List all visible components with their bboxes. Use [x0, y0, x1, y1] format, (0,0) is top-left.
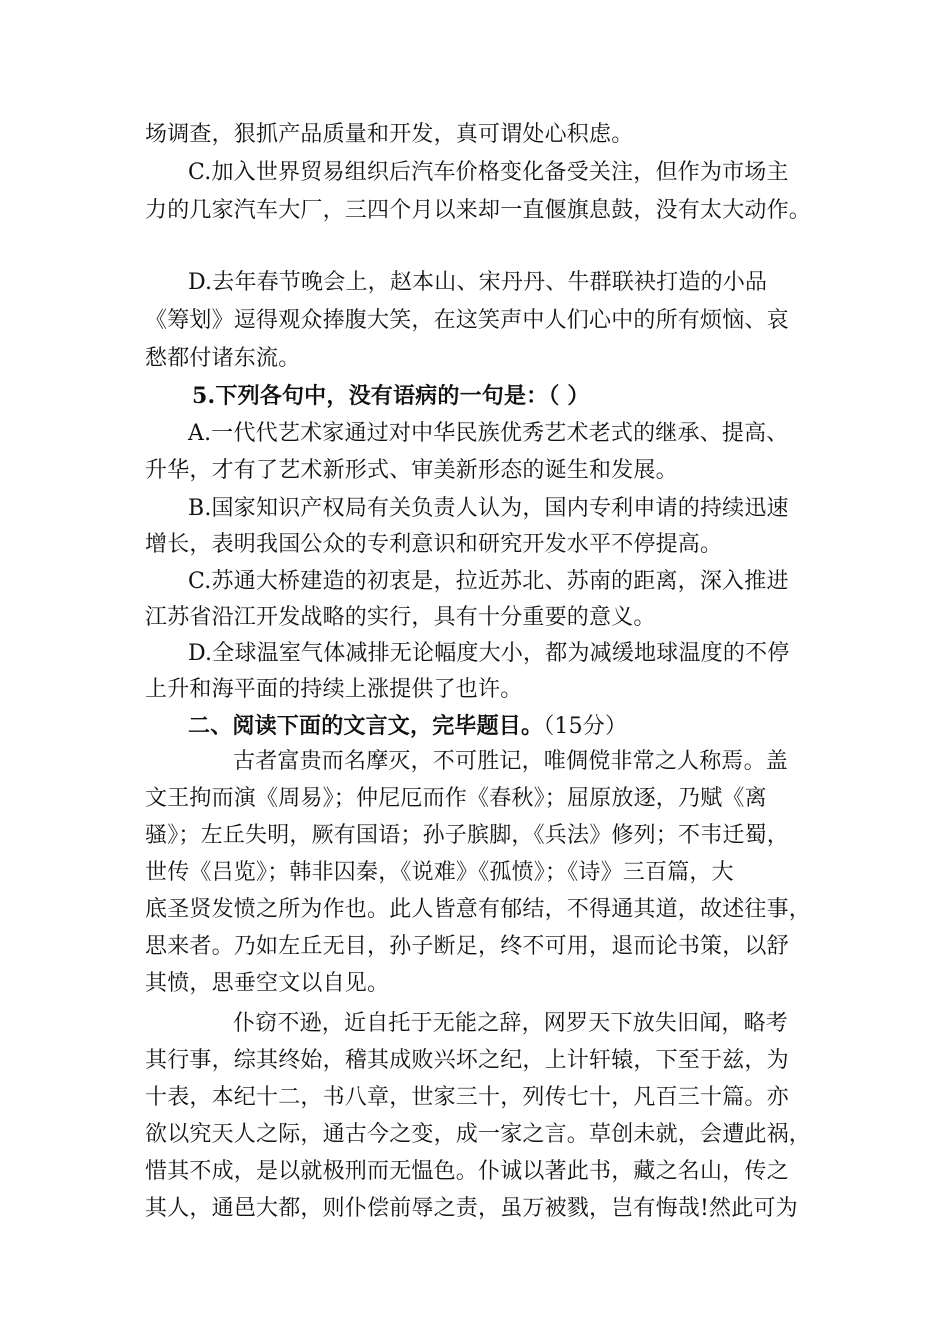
- text-line: 力的几家汽车大厂，三四个月以来却一直偃旗息鼓，没有太大动作。: [145, 198, 812, 223]
- text-line: 增长，表明我国公众的专利意识和研究开发水平不停提高。: [145, 532, 723, 557]
- passage-line: 骚》；左丘失明，厥有国语；孙子膑脚，《兵法》修列；不韦迁蜀，: [145, 823, 790, 848]
- option-c-line: C.加入世界贸易组织后汽车价格变化备受关注，但作为市场主: [188, 160, 789, 185]
- passage-line: 底圣贤发愤之所为作也。此人皆意有郁结，不得通其道，故述往事，: [145, 897, 812, 922]
- option-a-line: A.一代代艺术家通过对中华民族优秀艺术老式的继承、提高、: [188, 421, 789, 446]
- passage-line: 思来者。乃如左丘无目，孙子断足，终不可用，退而论书策，以舒: [145, 934, 789, 959]
- text-line: 江苏省沿江开发战略的实行，具有十分重要的意义。: [145, 605, 656, 630]
- section-2-title: 二、阅读下面的文言文，完毕题目。: [188, 713, 544, 739]
- option-d-line: D.全球温室气体减排无论幅度大小，都为减缓地球温度的不停: [188, 641, 790, 666]
- question-5-heading: 5.下列各句中，没有语病的一句是：（ ）: [192, 383, 590, 409]
- passage-line: 欲以究天人之际，通古今之变，成一家之言。草创未就，会遭此祸，: [145, 1122, 812, 1147]
- passage-line: 其愤，思垂空文以自见。: [145, 971, 390, 996]
- section-2-score: （15分）: [543, 714, 628, 739]
- text-line: 愁都付诸东流。: [145, 346, 301, 371]
- text-line: 上升和海平面的持续上涨提供了也许。: [145, 677, 523, 702]
- section-2-heading: [188, 711, 627, 742]
- option-d-line: D.去年春节晚会上，赵本山、宋丹丹、牛群联袂打造的小品: [188, 270, 768, 295]
- text-line: 场调查，狠抓产品质量和开发，真可谓处心积虑。: [145, 122, 634, 147]
- passage-line: 其行事，综其终始，稽其成败兴坏之纪，上计轩辕，下至于兹，为: [145, 1048, 789, 1073]
- passage-line: 世传《吕览》；韩非囚秦，《说难》《孤愤》；《诗》三百篇，大: [145, 860, 734, 885]
- passage-line: 其人，通邑大都，则仆偿前辱之责，虽万被戮，岂有悔哉!然此可为: [145, 1196, 798, 1221]
- passage-line: 古者富贵而名摩灭，不可胜记，唯倜傥非常之人称焉。盖: [233, 749, 789, 774]
- option-c-line: C.苏通大桥建造的初衷是，拉近苏北、苏南的距离，深入推进: [188, 569, 789, 594]
- passage-line: 惜其不成，是以就极刑而无愠色。仆诚以著此书，藏之名山，传之: [145, 1159, 789, 1184]
- passage-line: 文王拘而演《周易》；仲尼厄而作《春秋》；屈原放逐，乃赋《离: [145, 786, 767, 811]
- option-b-line: B.国家知识产权局有关负责人认为，国内专利申请的持续迅速: [188, 496, 789, 521]
- passage-line: 十表，本纪十二，书八章，世家三十，列传七十，凡百三十篇。亦: [145, 1085, 789, 1110]
- text-line: 升华，才有了艺术新形式、审美新形态的诞生和发展。: [145, 458, 678, 483]
- passage-line: 仆窃不逊，近自托于无能之辞，网罗天下放失旧闻，略考: [233, 1011, 789, 1036]
- text-line: 《筹划》逗得观众捧腹大笑，在这笑声中人们心中的所有烦恼、哀: [145, 308, 789, 333]
